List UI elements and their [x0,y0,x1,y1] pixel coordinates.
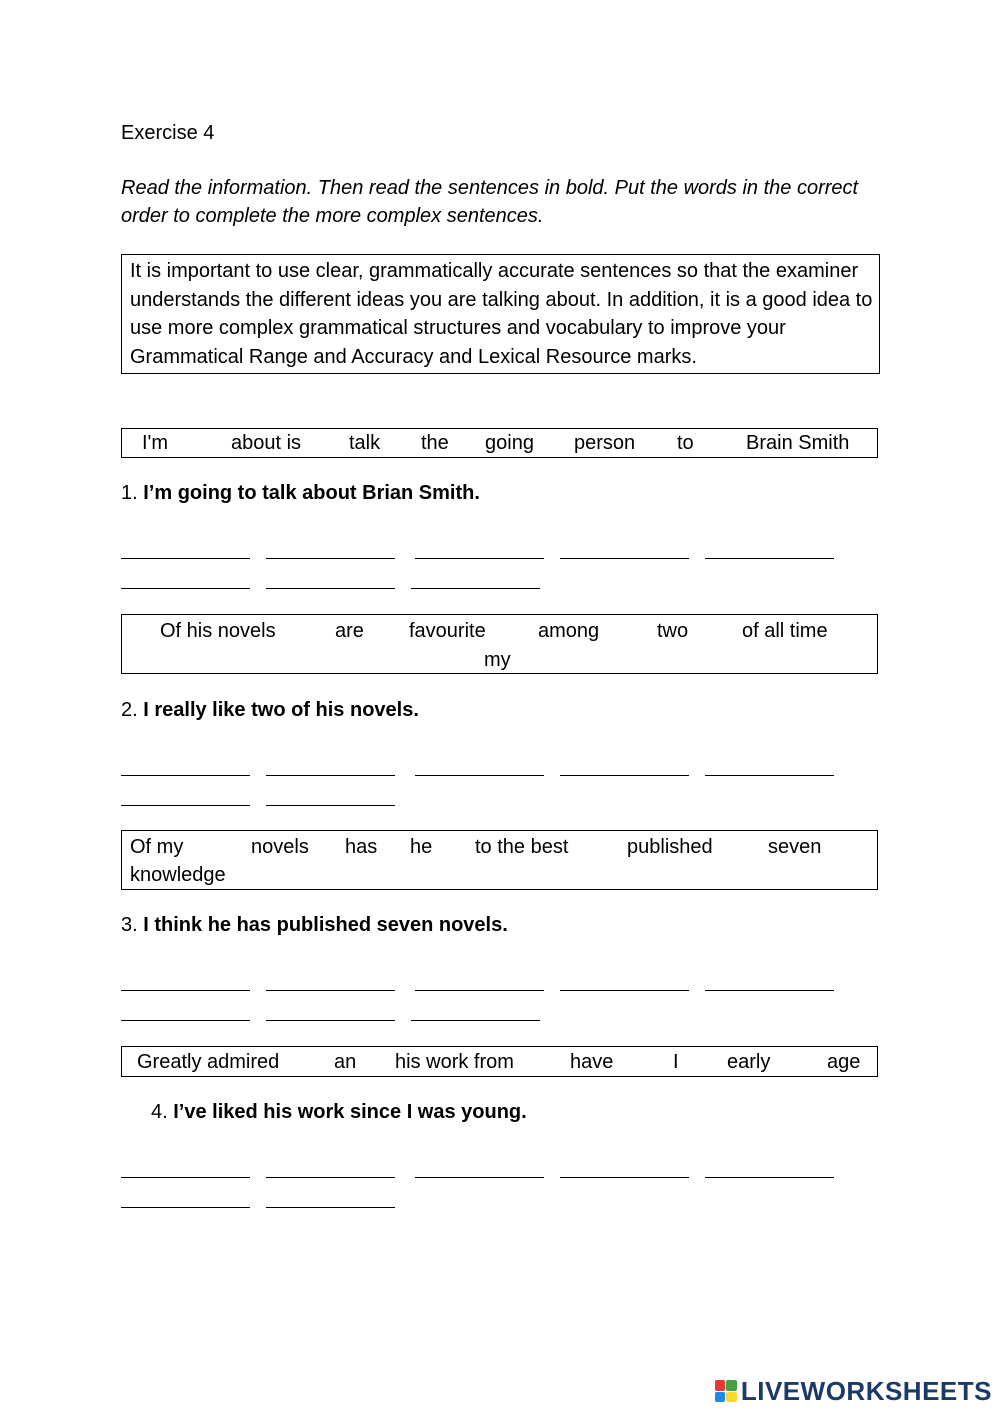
answer-blank[interactable] [266,568,395,589]
word-bank-2-word: Of his novels [160,620,276,642]
answer-blank[interactable] [121,538,250,559]
word-bank-1-word: going [485,432,534,454]
word-bank-2-word: of all time [742,620,828,642]
answer-row-3b [121,1000,881,1022]
answer-row-2b [121,785,881,807]
question-sentence: I’ve liked his work since I was young. [173,1101,527,1123]
answer-blank[interactable] [266,538,395,559]
word-bank-3-word: to the best [475,836,569,858]
word-bank-3-word: published [627,836,713,858]
logo-square-blue [715,1392,726,1403]
liveworksheets-logo [715,1377,992,1405]
word-bank-1-word: Brain Smith [746,432,850,454]
liveworksheets-logo-text: LIVEWORKSHEETS [740,1375,992,1406]
question-number: 2. [121,699,138,721]
word-bank-1-word: I'm [142,432,169,454]
answer-blank[interactable] [121,970,250,991]
word-bank-3-word: seven [768,836,822,858]
word-bank-3-word: Of my [130,836,184,858]
answer-blank[interactable] [415,970,544,991]
answer-blank[interactable] [266,1157,395,1178]
word-bank-3 [121,830,878,890]
exercise-title: Exercise 4 [121,122,215,144]
answer-blank[interactable] [266,785,395,806]
logo-square-red [715,1380,726,1391]
answer-blank[interactable] [560,538,689,559]
answer-blank[interactable] [121,755,250,776]
word-bank-4-word: his work from [395,1051,514,1073]
answer-row-2a [121,755,881,777]
answer-row-4b [121,1187,881,1209]
word-bank-1-word: person [574,432,636,454]
answer-blank[interactable] [121,785,250,806]
word-bank-1 [121,428,878,458]
answer-blank[interactable] [415,538,544,559]
answer-blank[interactable] [121,1187,250,1208]
answer-blank[interactable] [121,1157,250,1178]
question-1 [121,482,480,505]
question-number: 3. [121,914,138,936]
word-bank-4-word: Greatly admired [137,1051,280,1073]
answer-blank[interactable] [415,1157,544,1178]
info-box: It is important to use clear, grammatically accurate sentences so that the examiner understands the different ideas you are talking about. In addition, it is a good idea to use more complex grammatical structures and vocabulary to improve your Grammatical Range and Accuracy and Lexical Resource marks. [121,254,880,374]
question-sentence: I’m going to talk about Brian Smith. [143,482,480,504]
question-sentence: I think he has published seven novels. [143,914,508,936]
question-3 [121,914,508,937]
answer-blank[interactable] [705,970,834,991]
answer-blank[interactable] [411,568,540,589]
word-bank-4 [121,1046,878,1077]
word-bank-1-word: the [421,432,449,454]
word-bank-1-word: talk [349,432,381,454]
question-number: 1. [121,482,138,504]
logo-square-yellow [726,1392,737,1403]
question-sentence: I really like two of his novels. [143,699,419,721]
answer-blank[interactable] [266,970,395,991]
word-bank-2-word: are [335,620,364,642]
word-bank-1-word: about is [231,432,302,454]
word-bank-2-word: my [484,649,511,671]
answer-row-3a [121,970,881,992]
word-bank-3-word: novels [251,836,309,858]
answer-row-1a [121,538,881,560]
answer-blank[interactable] [415,755,544,776]
answer-row-4a [121,1157,881,1179]
word-bank-1-word: to [677,432,694,454]
word-bank-2-word: favourite [409,620,486,642]
word-bank-2-word: two [657,620,689,642]
answer-blank[interactable] [266,755,395,776]
word-bank-2-word: among [538,620,600,642]
word-bank-4-word: age [827,1051,861,1073]
answer-blank[interactable] [705,538,834,559]
answer-blank[interactable] [411,1000,540,1021]
instructions: Read the information. Then read the sentences in bold. Put the words in the correct order to complete the more complex sentences. [121,177,859,227]
logo-square-green [726,1380,737,1391]
liveworksheets-logo-icon [715,1380,737,1402]
answer-blank[interactable] [266,1000,395,1021]
question-2 [121,699,419,722]
answer-row-1b [121,568,881,590]
answer-blank[interactable] [121,1000,250,1021]
word-bank-4-word: I [673,1051,679,1073]
answer-blank[interactable] [705,755,834,776]
word-bank-2 [121,614,878,674]
question-number: 4. [151,1101,168,1123]
answer-blank[interactable] [560,970,689,991]
word-bank-3-word: has [345,836,378,858]
question-4 [151,1101,527,1124]
answer-blank[interactable] [560,1157,689,1178]
answer-blank[interactable] [705,1157,834,1178]
word-bank-4-word: have [570,1051,614,1073]
word-bank-3-word: he [410,836,433,858]
word-bank-4-word: early [727,1051,771,1073]
answer-blank[interactable] [121,568,250,589]
word-bank-4-word: an [334,1051,357,1073]
answer-blank[interactable] [560,755,689,776]
answer-blank[interactable] [266,1187,395,1208]
word-bank-3-word: knowledge [130,864,226,886]
